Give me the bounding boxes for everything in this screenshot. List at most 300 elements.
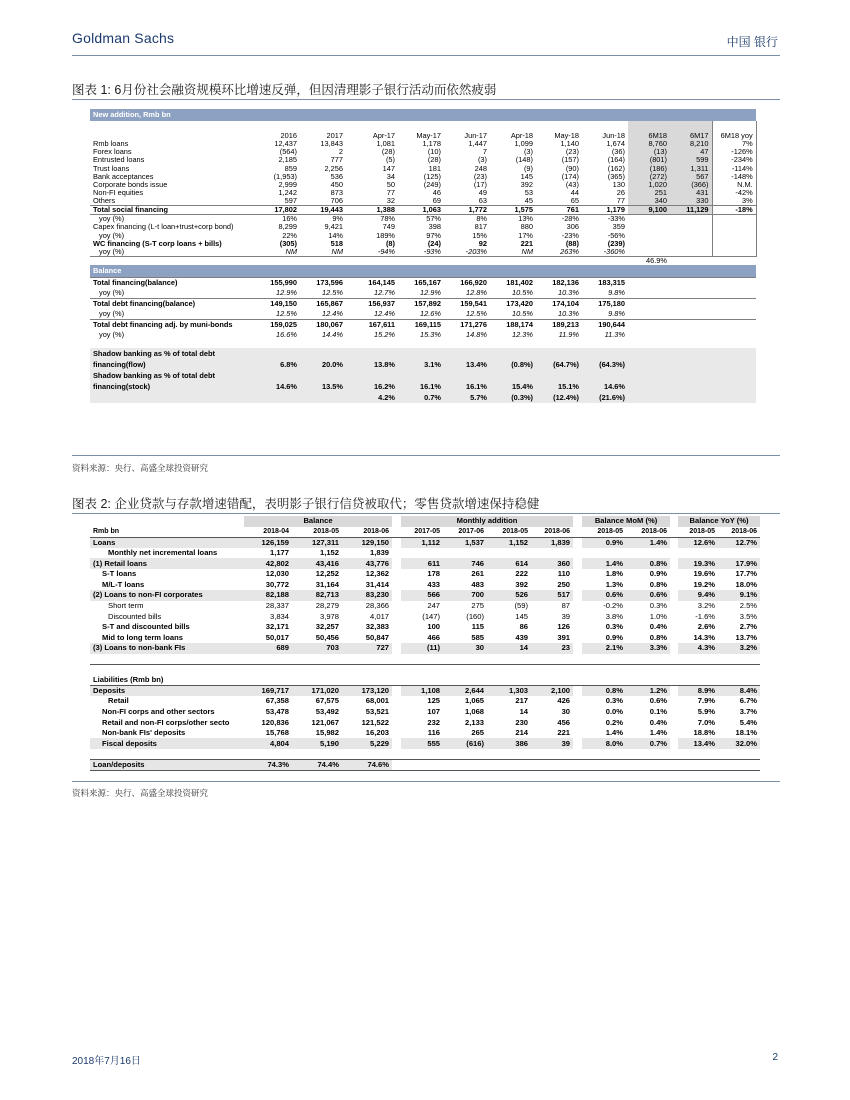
empty-cell (628, 248, 670, 257)
table-cell: 127,311 (292, 537, 342, 548)
table-cell: 17.7% (735, 569, 758, 579)
table-cell: 74.4% (292, 760, 342, 771)
row-label: Total debt financing adj. by muni-bonds (90, 319, 240, 330)
empty-cell (244, 675, 760, 686)
row-label: Monthly net incremental loans (108, 548, 218, 558)
table-row (90, 330, 756, 340)
table-row (90, 760, 760, 771)
spacer-row (90, 654, 760, 665)
table-cell: -93% (398, 248, 444, 257)
row-label: Total social financing (90, 206, 240, 215)
column-header: 2017-06 (443, 527, 487, 538)
column-header: 2018-06 (531, 527, 573, 538)
gap (670, 738, 678, 749)
table-cell: 19.6% (693, 569, 716, 579)
table-cell: 0.9% (582, 537, 626, 548)
table-cell: 145 (520, 172, 533, 181)
gap (392, 580, 401, 591)
empty-cell (628, 215, 670, 224)
table-cell: 12,252 (315, 569, 339, 579)
table-cell: 13.7% (735, 632, 758, 642)
table-cell: 2.1% (582, 643, 626, 654)
table-cell: 10.3% (558, 287, 579, 297)
table-cell: 43,776 (342, 558, 392, 569)
gap (573, 707, 582, 718)
table-cell: 3.2% (718, 643, 760, 654)
column-header: Apr-18 (510, 130, 533, 140)
table-cell: (365) (607, 172, 625, 181)
table-cell: 330 (670, 197, 712, 206)
table-row (90, 707, 760, 718)
table-cell: 0.0% (605, 706, 624, 716)
gap (392, 558, 401, 569)
table-cell: 439 (515, 632, 529, 642)
table-cell: 16.6% (276, 329, 297, 339)
table-cell: 1,303 (487, 686, 531, 697)
table-cell: (5) (385, 156, 395, 165)
table-row (90, 633, 760, 644)
gap (573, 717, 582, 728)
table-cell: 12.6% (420, 308, 441, 318)
row-label: (1) Retail loans (90, 558, 244, 569)
empty-cell (670, 232, 712, 240)
table-cell: 12.7% (374, 287, 395, 297)
table-cell: 182,136 (536, 277, 582, 288)
table-cell: 12.9% (420, 287, 441, 297)
figure1-title: 图表 1: 6月份社会融资规模环比增速反弹，但因清理影子银行活动而依然疲弱 (72, 83, 497, 97)
table-cell: 2,999 (278, 180, 297, 190)
table-cell: 50 (386, 180, 395, 190)
table-cell: 130 (612, 180, 625, 190)
table-cell: 28,337 (265, 601, 289, 611)
table-cell: 77 (386, 189, 395, 198)
table-cell: 156,937 (346, 298, 398, 309)
empty-cell (670, 215, 712, 224)
table-cell: 32.0% (718, 738, 760, 749)
table-cell: 16% (282, 214, 297, 224)
table-cell: 147 (382, 164, 395, 173)
table-row (90, 156, 756, 164)
row-label: Total debt financing(balance) (90, 298, 240, 309)
figure1-table (90, 109, 757, 403)
table-cell: 1,242 (278, 189, 297, 198)
table-cell: 30,772 (265, 579, 289, 589)
table-row (90, 277, 756, 288)
table-cell: 20.0% (300, 359, 346, 370)
table-cell: 171,276 (444, 319, 490, 330)
spacer (90, 340, 756, 348)
gap (670, 643, 678, 654)
table-row (90, 256, 756, 265)
table-cell: (157) (561, 156, 579, 165)
table-cell: 30 (443, 643, 487, 654)
header-rule (72, 55, 780, 56)
column-header: 2018-06 (718, 527, 760, 538)
column-header: 6M18 yoy (712, 121, 756, 140)
table-cell: (28) (427, 156, 441, 165)
gap (573, 728, 582, 739)
group-header: Balance (244, 516, 392, 527)
table-cell: 180,067 (300, 319, 346, 330)
table-cell: 0.8% (649, 579, 668, 589)
table-cell: 97% (426, 231, 441, 240)
table-cell: 214 (515, 728, 529, 738)
table-cell: 12.3% (512, 329, 533, 339)
gap (573, 580, 582, 591)
table-cell: 426 (557, 696, 571, 706)
empty-cell (90, 516, 244, 527)
table-cell: 536 (330, 172, 343, 181)
table-row (90, 215, 756, 224)
table-cell: 3.1% (398, 359, 444, 370)
gap (392, 548, 401, 559)
gap (670, 590, 678, 601)
table-cell: 4,804 (244, 738, 292, 749)
table-cell: 157,892 (398, 298, 444, 309)
gap (573, 611, 582, 622)
table-cell: 0.8% (649, 632, 668, 642)
gap (670, 548, 678, 559)
table-cell: (23) (473, 172, 487, 181)
table-cell: 1,068 (465, 706, 485, 716)
table-cell: 12.4% (322, 308, 343, 318)
table-cell: 14.6% (582, 381, 628, 392)
table-cell: 9.4% (678, 590, 718, 601)
table-cell: 13.8% (346, 359, 398, 370)
table-cell: 880 (520, 223, 533, 232)
table-cell: 0.6% (582, 590, 626, 601)
table-cell: 5.4% (739, 717, 758, 727)
row-label: yoy (%) (99, 308, 125, 318)
empty-cell (628, 392, 756, 403)
gap (670, 569, 678, 580)
table-cell: 761 (536, 206, 582, 215)
table-cell: 306 (566, 223, 579, 232)
table-cell: 1.2% (626, 686, 670, 697)
table-cell: 110 (557, 569, 571, 579)
table-cell: 1,537 (443, 537, 487, 548)
gap (392, 590, 401, 601)
column-header: 2018-06 (342, 527, 392, 538)
table-cell: 23 (531, 643, 573, 654)
table-cell: 188,174 (490, 319, 536, 330)
table-cell: 340 (628, 197, 670, 206)
table-cell: 2,256 (324, 164, 343, 173)
table-row (90, 309, 756, 320)
gap (392, 696, 401, 707)
row-label: WC financing (S-T corp loans + bills) (93, 239, 222, 248)
table-cell: 0.8% (582, 686, 626, 697)
empty-cell (712, 223, 756, 231)
table-row (90, 728, 760, 739)
table-cell: 3.2% (697, 601, 716, 611)
table-cell: (28) (381, 148, 395, 157)
table-cell: 1,099 (514, 140, 533, 149)
row-label: financing(flow) (90, 359, 240, 370)
table-cell: 0.7% (398, 392, 444, 403)
table-cell: (88) (565, 239, 579, 248)
table-cell: 74.6% (342, 760, 392, 771)
figure2-table (90, 516, 760, 771)
table-cell: 32 (386, 197, 395, 206)
table-cell: NM (300, 248, 346, 257)
table-cell: NM (240, 248, 300, 257)
table-cell: 53 (524, 189, 533, 198)
row-label: Capex financing (L-t loan+trust+corp bond) (93, 223, 234, 232)
table-cell: 4.2% (346, 392, 398, 403)
table-cell: 263% (536, 248, 582, 257)
table-cell: 14% (328, 231, 343, 240)
empty-cell (670, 223, 712, 231)
table-cell: 4,017 (370, 611, 390, 621)
table-cell: 0.4% (649, 622, 668, 632)
gap (573, 569, 582, 580)
table-cell: -23% (561, 231, 579, 240)
table-cell: 17.9% (718, 558, 760, 569)
table-cell: 121,067 (311, 717, 339, 727)
figure2-title: 图表 2: 企业贷款与存款增速错配，表明影子银行信贷被取代；零售贷款增速保持稳健 (72, 497, 540, 511)
row-label: Shadow banking as % of total debt (90, 348, 240, 359)
table-cell: 12.6% (678, 537, 718, 548)
table-cell (443, 548, 487, 559)
table-cell: 15.4% (490, 381, 536, 392)
table-cell: 599 (670, 156, 712, 164)
table-cell: 614 (487, 558, 531, 569)
empty-cell (712, 232, 756, 240)
table-cell: 1,839 (370, 548, 390, 558)
table-cell: 8.9% (678, 686, 718, 697)
row-label: Loans (90, 537, 244, 548)
table-cell: 164,145 (346, 277, 398, 288)
table-cell: (147) (422, 611, 441, 621)
table-cell: 1,839 (531, 537, 573, 548)
gap (670, 717, 678, 728)
table-row (90, 370, 756, 381)
gap (392, 537, 401, 548)
table-cell: 173,420 (490, 298, 536, 309)
table-cell: 19.2% (693, 579, 716, 589)
table-cell: 53,478 (265, 706, 289, 716)
table-cell: (36) (611, 148, 625, 157)
table-cell: 57% (426, 214, 441, 224)
table-cell: 67,358 (265, 696, 289, 706)
table-cell: 2 (338, 148, 343, 157)
table-cell: 1,020 (628, 181, 670, 189)
table-cell: 12.5% (322, 287, 343, 297)
table-cell: 450 (330, 180, 343, 190)
gap (573, 548, 582, 559)
row-label: Deposits (90, 686, 244, 697)
table-cell: (3) (523, 148, 533, 157)
table-cell (401, 548, 443, 559)
section-label: Liabilities (Rmb bn) (90, 675, 244, 686)
empty-cell (628, 381, 756, 392)
table-cell: 433 (427, 579, 441, 589)
table-cell: 12,362 (365, 569, 390, 579)
table-cell: 431 (670, 189, 712, 197)
empty-cell (712, 215, 756, 224)
table-cell: 82,713 (292, 590, 342, 601)
table-cell: NM (490, 248, 536, 257)
table-cell (487, 548, 531, 559)
empty-cell (628, 277, 756, 288)
table-cell: 566 (401, 590, 443, 601)
table-cell: 28,366 (365, 601, 390, 611)
table-cell: 145 (515, 611, 529, 621)
table-cell: (59) (514, 601, 529, 611)
table-cell: 7% (712, 140, 756, 148)
table-cell: 53,492 (315, 706, 339, 716)
table-cell: 0.8% (626, 558, 670, 569)
table-cell: 3.3% (626, 643, 670, 654)
gap (573, 527, 582, 538)
table-cell: (9) (523, 164, 533, 173)
table-cell: (13) (628, 148, 670, 156)
gap (573, 601, 582, 612)
table-cell: 45 (524, 197, 533, 206)
table-cell: 706 (330, 197, 343, 206)
gap (573, 516, 582, 527)
page-number: 2 (772, 1052, 778, 1063)
table-cell: 555 (401, 738, 443, 749)
row-label: Bank acceptances (93, 172, 154, 181)
table-cell: 8% (476, 214, 487, 224)
table-cell: 6.8% (240, 359, 300, 370)
table-cell: 17% (518, 231, 533, 240)
table-cell: 873 (330, 189, 343, 198)
table-cell: 275 (471, 601, 485, 611)
table-cell: 4.3% (678, 643, 718, 654)
row-label: Non-bank FIs' deposits (102, 728, 186, 738)
table-cell: 8,210 (670, 140, 712, 148)
gap (392, 707, 401, 718)
empty-cell (392, 760, 760, 771)
table-cell: 230 (515, 717, 529, 727)
table-cell: 183,315 (582, 277, 628, 288)
table-cell: 1,152 (487, 537, 531, 548)
column-header: 2018-05 (582, 527, 626, 538)
row-label: Retail (108, 696, 129, 706)
table-cell: 15,768 (265, 728, 289, 738)
table-cell: 9,421 (324, 223, 343, 232)
table-cell: (616) (443, 738, 487, 749)
table-cell: -0.2% (603, 601, 624, 611)
table-cell: 181 (428, 164, 441, 173)
table-cell: 11.3% (604, 329, 625, 339)
row-label: M/L-T loans (102, 579, 145, 589)
table-band (90, 109, 756, 121)
table-cell: 171,020 (292, 686, 342, 697)
table-row (90, 223, 756, 231)
table-row (90, 140, 756, 148)
table-cell: 466 (427, 632, 441, 642)
table-cell: (305) (279, 239, 297, 248)
column-header: May-18 (554, 130, 579, 140)
table-cell (626, 548, 670, 559)
table-cell: (1,953) (273, 172, 297, 181)
table-cell: (564) (279, 148, 297, 157)
table-cell: 125 (427, 696, 441, 706)
table-cell: 0.3% (605, 696, 624, 706)
row-label: Discounted bills (108, 611, 162, 621)
table-row (90, 248, 756, 257)
table-cell: 28,279 (315, 601, 339, 611)
table-cell: 518 (330, 239, 343, 248)
table-cell: 159,025 (240, 319, 300, 330)
table-cell: 221 (520, 239, 533, 248)
table-cell: 1,178 (422, 140, 441, 149)
table-cell: 67,575 (315, 696, 339, 706)
table-cell: 1,311 (670, 165, 712, 173)
empty-cell (712, 248, 756, 257)
column-header: 2018-04 (244, 527, 292, 538)
table-cell: 121,522 (361, 717, 390, 727)
table-cell: 360 (531, 558, 573, 569)
table-cell: (162) (607, 164, 625, 173)
gap (573, 622, 582, 633)
table-cell: 9.8% (608, 308, 625, 318)
table-cell: 746 (443, 558, 487, 569)
table-cell: 265 (471, 728, 485, 738)
row-label: S-T loans (102, 569, 137, 579)
table-cell: -94% (346, 248, 398, 257)
table-cell: 15.3% (420, 329, 441, 339)
table-cell: 2.5% (739, 601, 758, 611)
table-row (90, 173, 756, 181)
table-cell: -42% (712, 189, 756, 197)
table-cell: 190,644 (582, 319, 628, 330)
table-cell: 126,159 (244, 537, 292, 548)
table-cell: 12.5% (466, 308, 487, 318)
table-cell: (3) (477, 156, 487, 165)
table-cell (531, 548, 573, 559)
band-title: New addition, Rmb bn (90, 109, 756, 121)
table-cell: 13,843 (320, 140, 343, 149)
table-cell: 11.9% (558, 329, 579, 339)
gap (392, 569, 401, 580)
table-cell: 250 (557, 579, 571, 589)
gap (392, 728, 401, 739)
table-cell: 9% (332, 214, 343, 224)
table-cell: 16.2% (346, 381, 398, 392)
table-cell: -18% (712, 206, 756, 215)
table-cell: 749 (382, 223, 395, 232)
table-cell: 1,065 (465, 696, 485, 706)
table-cell: 0.3% (649, 601, 668, 611)
table-cell: 46.9% (646, 256, 667, 265)
table-cell: 5.9% (697, 706, 716, 716)
unit-label: Rmb bn (90, 527, 244, 538)
gap (392, 611, 401, 622)
table-cell: 126 (557, 622, 571, 632)
table-row (90, 558, 760, 569)
row-label: yoy (%) (90, 248, 240, 257)
table-cell: -360% (582, 248, 628, 257)
table-cell: -203% (444, 248, 490, 257)
table-cell: (125) (423, 172, 441, 181)
table-cell: 3,978 (319, 611, 339, 621)
table-row (90, 611, 760, 622)
table-cell: 1.0% (649, 611, 668, 621)
table-cell: 12.8% (466, 287, 487, 297)
empty-cell (90, 392, 346, 403)
table-cell: 167,611 (346, 319, 398, 330)
table-row (90, 232, 756, 240)
table-cell: 859 (284, 164, 297, 173)
figure2-title-rule (72, 513, 780, 514)
gap (392, 643, 401, 654)
table-row (90, 548, 760, 559)
